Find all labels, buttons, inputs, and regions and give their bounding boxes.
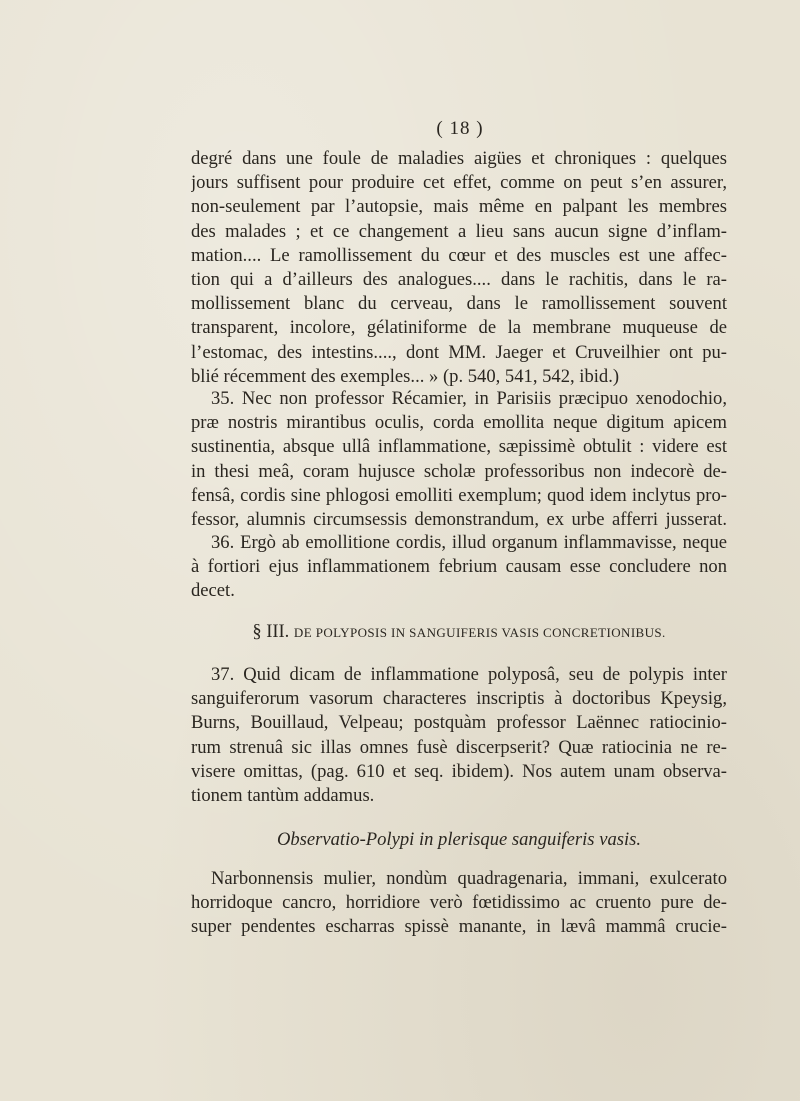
text-line: fessor, alumnis circumsessis demonstrandum, ex urbe afferri jusserat.: [191, 508, 727, 530]
text-line: 35. Nec non professor Récamier, in Parisiis præcipuo xenodochio,: [211, 388, 727, 409]
text-line: 37. Quid dicam de inflammatione polyposâ, seu de polypis inter: [211, 664, 727, 685]
paragraph-36: [191, 531, 727, 604]
text-line: des malades ; et ce changement a lieu sans aucun signe d’inflam-: [191, 220, 727, 242]
text-line: sustinentia, absque ullâ inflammatione, sæpissimè obtulit : videre est: [191, 436, 727, 458]
text-line: 36. Ergò ab emollitione cordis, illud organum inflammavisse, neque: [211, 532, 727, 553]
text-line: fensâ, cordis sine phlogosi emolliti exemplum; quod idem inclytus pro-: [191, 484, 727, 506]
text-line: decet.: [191, 580, 235, 602]
text-line: mollissement blanc du cerveau, dans le ramollissement souvent: [191, 293, 727, 315]
paragraph-37: [191, 663, 727, 808]
text-line: visere omittas, (pag. 610 et seq. ibidem). Nos autem unam observa-: [191, 760, 727, 782]
section-number: § III.: [252, 622, 290, 642]
text-line: rum strenuâ sic illas omnes fusè discerpserit? Quæ ratiocinia ne re-: [191, 736, 727, 758]
text-line: degré dans une foule de maladies aigües et chroniques : quelques: [191, 148, 727, 169]
paragraph-continuation: [191, 147, 727, 389]
text-line: transparent, incolore, gélatiniforme de la membrane muqueuse de: [191, 317, 727, 339]
page-number: ( 18 ): [436, 118, 484, 139]
text-line: jours suffisent pour produire cet effet, comme on peut s’en assurer,: [191, 172, 727, 194]
text-line: præ nostris mirantibus oculis, corda emollita neque digitum apicem: [191, 412, 727, 434]
section-title: DE POLYPOSIS IN SANGUIFERIS VASIS CONCRETIONIBUS.: [293, 625, 666, 640]
observation-title: Observatio-Polypi in plerisque sanguiferis vasis.: [276, 829, 642, 850]
text-line: blié récemment des exemples... » (p. 540, 541, 542, ibid.): [191, 365, 620, 387]
text-line: l’estomac, des intestins...., dont MM. Jaeger et Cruveilhier ont pu-: [191, 341, 727, 363]
text-line: horridoque cancro, horridiore verò fœtidissimo ac cruento pure de-: [191, 892, 727, 914]
text-line: tionem tantùm addamus.: [191, 784, 375, 806]
text-line: sanguiferorum vasorum characteres inscriptis à doctoribus Kpeysig,: [191, 688, 727, 710]
text-line: Narbonnensis mulier, nondùm quadragenaria, immani, exulcerato: [211, 868, 727, 889]
text-line: à fortiori ejus inflammationem febrium causam esse concludere non: [191, 556, 727, 578]
text-line: tion qui a d’ailleurs des analogues.... dans le rachitis, dans le ra-: [191, 268, 727, 290]
text-line: mation.... Le ramollissement du cœur et des muscles est une affec-: [191, 244, 727, 266]
text-line: non-seulement par l’autopsie, mais même en palpant les membres: [191, 196, 727, 218]
text-line: super pendentes escharras spissè manante, in lævâ mammâ crucie-: [191, 916, 727, 938]
paragraph-35: [191, 387, 727, 532]
section-heading: [191, 622, 727, 643]
text-line: Burns, Bouillaud, Velpeau; postquàm professor Laënnec ratiocinio-: [191, 712, 727, 734]
paragraph-observation: [191, 867, 727, 940]
text-line: in thesi meâ, coram hujusce scholæ professoribus non indecorè de-: [191, 460, 727, 482]
